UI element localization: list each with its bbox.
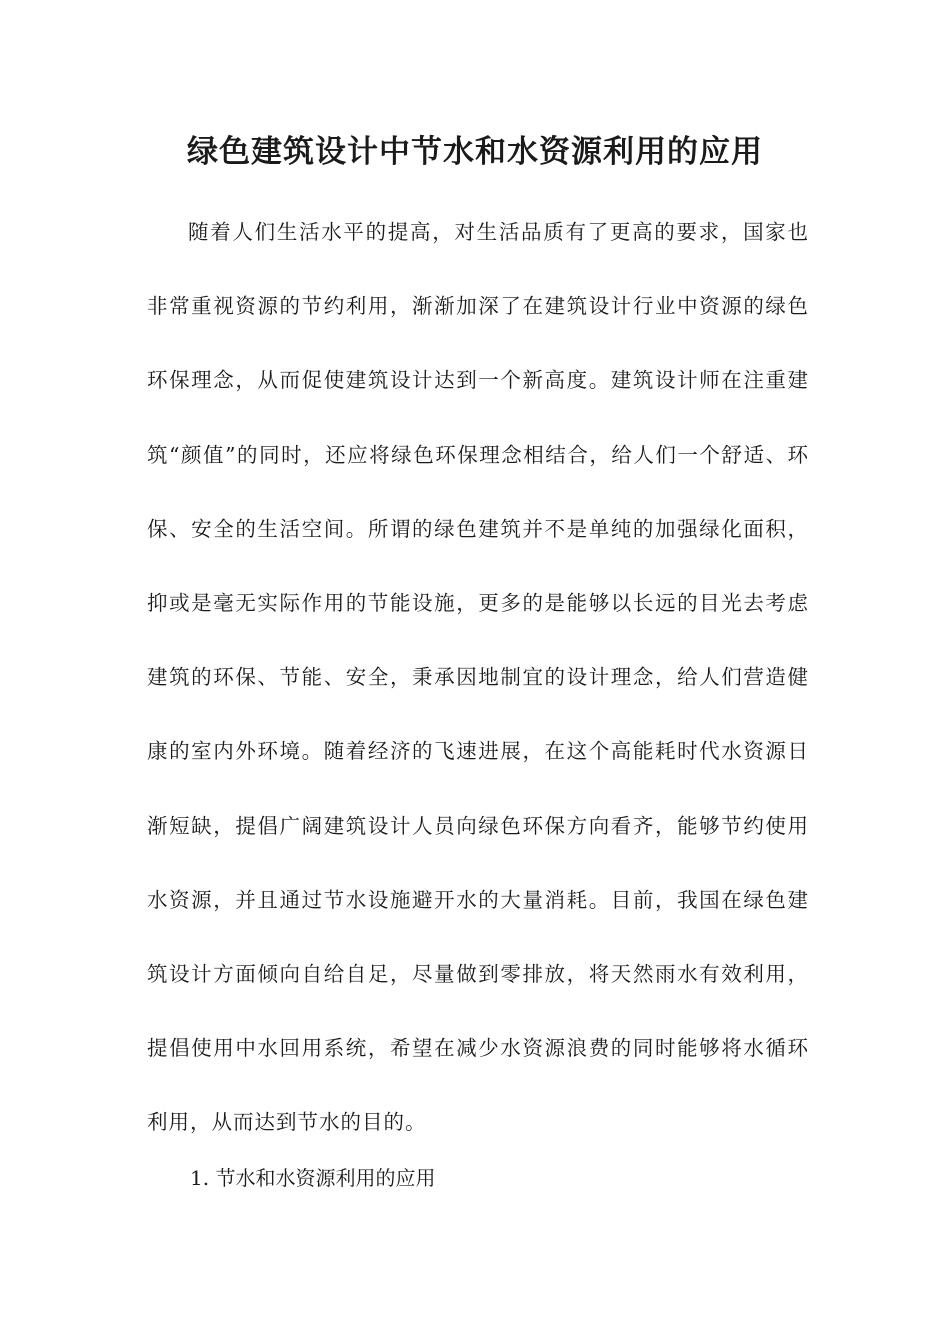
body-paragraph: 随着人们生活水平的提高，对生活品质有了更高的要求，国家也非常重视资源的节约利用，渐渐加深了在建筑设计行业中资源的绿色环保理念，从而促使建筑设计达到一个新高度。建筑设计师在注重建筑“颜值”的同时，还应将绿色环保理念相结合，给人们一个舒适、环保、安全的生活空间。所谓的绿色建筑并不是单纯的加强绿化面积，抑或是毫无实际作用的节能设施，更多的是能够以长远的目光去考虑建筑的环保、节能、安全，秉承因地制宜的设计理念，给人们营造健康的室内外环境。随着经济的飞速进展，在这个高能耗时代水资源日渐短缺，提倡广阔建筑设计人员向绿色环保方向看齐，能够节约使用水资源，并且通过节水设施避开水的大量消耗。目前，我国在绿色建筑设计方面倾向自给自足，尽量做到零排放，将天然雨水有效利用，提倡使用中水回用系统，希望在减少水资源浪费的同时能够将水循环利用，从而达到节水的目的。 <box>147 220 809 1135</box>
document-title: 绿色建筑设计中节水和水资源利用的应用 <box>187 134 763 170</box>
section-heading: 1. 节水和水资源利用的应用 <box>190 1166 436 1190</box>
